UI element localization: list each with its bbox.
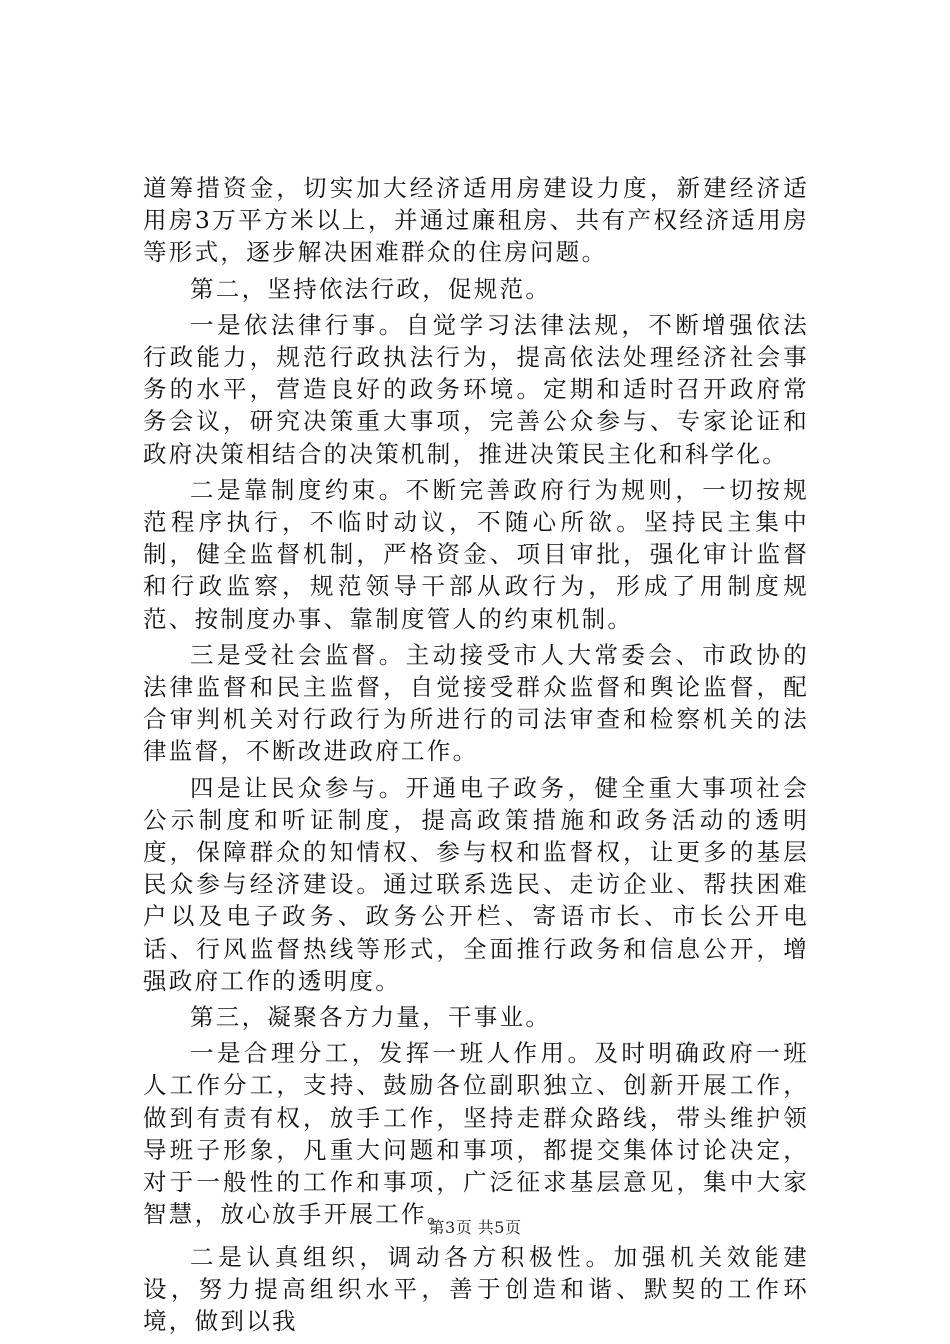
page-number-footer: 第3页 共5页: [428, 1218, 522, 1237]
paragraph-law: 一是依法律行事。自觉学习法律法规，不断增强依法行政能力，规范行政执法行为，提高依法处理经济社会事务的水平，营造良好的政务环境。定期和适时召开政府常务会议，研究决策重大事项，完善公众参与、专家论证和政府决策相结合的决策机制，推进决策民主化和科学化。: [143, 310, 809, 468]
paragraph-participation: 四是让民众参与。开通电子政务，健全重大事项社会公示制度和听证制度，提高政策措施和政务活动的透明度，保障群众的知情权、参与权和监督权，让更多的基层民众参与经济建设。通过联系选民、走访企业、帮扶困难户以及电子政务、政务公开栏、寄语市长、市长公开电话、行风监督热线等形式，全面推行政务和信息公开，增强政府工作的透明度。: [143, 773, 809, 995]
paragraph-institution: 二是靠制度约束。不断完善政府行为规则，一切按规范程序执行，不临时动议，不随心所欲。坚持民主集中制，健全监督机制，严格资金、项目审批，强化审计监督和行政监察，规范领导干部从政行为，形成了用制度规范、按制度办事、靠制度管人的约束机制。: [143, 475, 809, 633]
paragraph-continuation: 道筹措资金，切实加大经济适用房建设力度，新建经济适用房3万平方米以上，并通过廉租房、共有产权经济适用房等形式，逐步解决困难群众的住房问题。: [143, 174, 809, 267]
paragraph-organization: 二是认真组织，调动各方积极性。加强机关效能建设，努力提高组织水平，善于创造和谐、默契的工作环境，做到以我: [143, 1242, 809, 1335]
section-heading-second: 第二，坚持依法行政，促规范。: [190, 274, 552, 303]
document-body: [143, 172, 809, 1337]
paragraph-supervision: 三是受社会监督。主动接受市人大常委会、市政协的法律监督和民主监督，自觉接受群众监督和舆论监督，配合审判机关对行政行为所进行的司法审查和检察机关的法律监督，不断改进政府工作。: [143, 640, 809, 766]
paragraph-division: 一是合理分工，发挥一班人作用。及时明确政府一班人工作分工，支持、鼓励各位副职独立、创新开展工作，做到有责有权，放手工作，坚持走群众路线，带头维护领导班子形象，凡重大问题和事项，都提交集体讨论决定，对于一般性的工作和事项，广泛征求基层意见，集中大家智慧，放心放手开展工作。: [143, 1039, 809, 1229]
section-heading-third: 第三，凝聚各方力量，干事业。: [190, 1003, 552, 1032]
